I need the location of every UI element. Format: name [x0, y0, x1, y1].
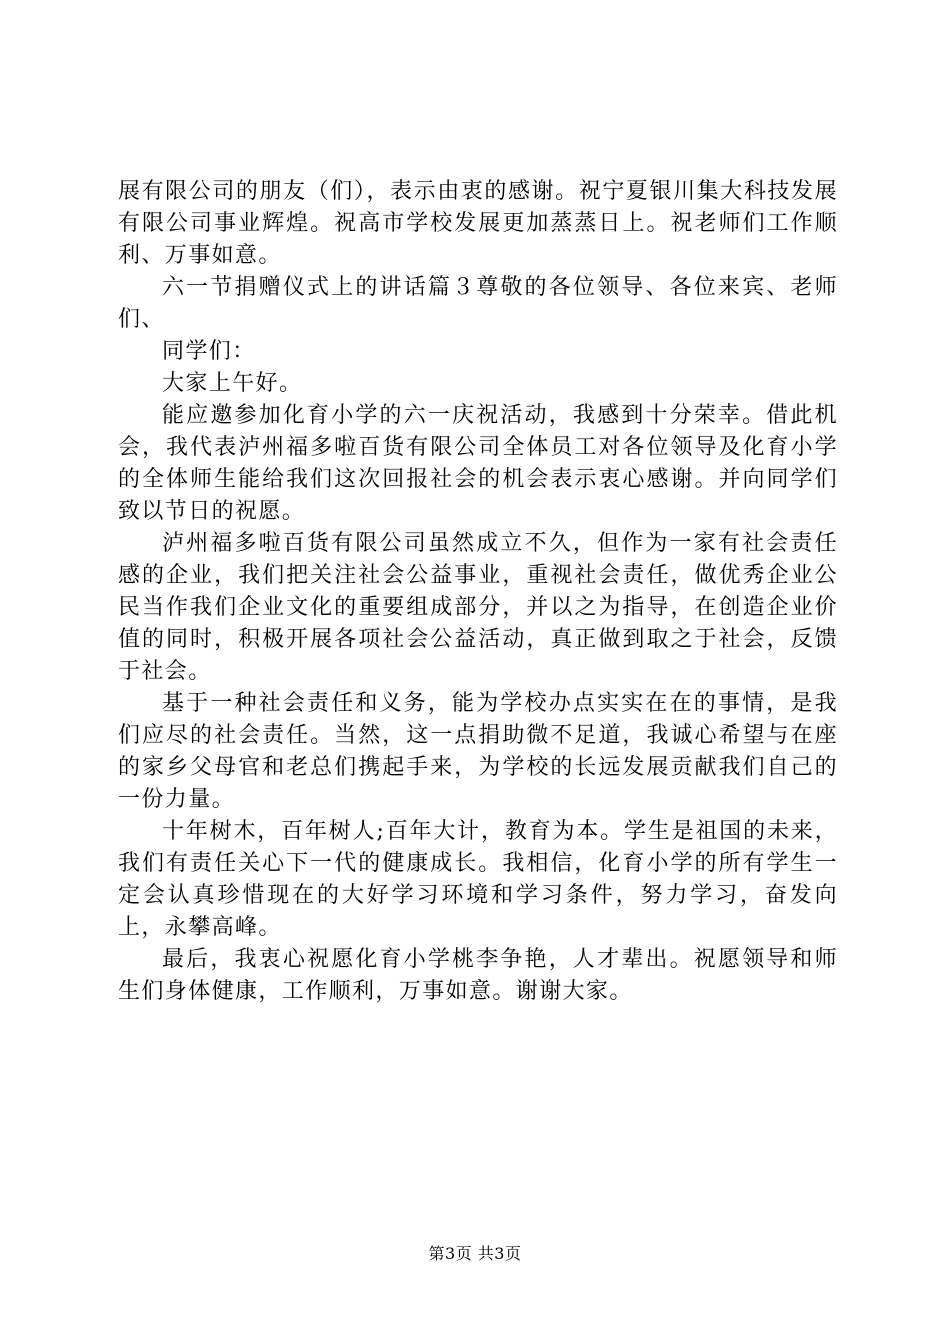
paragraph-company: 泸州福多啦百货有限公司虽然成立不久，但作为一家有社会责任感的企业，我们把关注社会公益事业，重视社会责任，做优秀企业公民当作我们企业文化的重要组成部分，并以之为指导，在创造企业价值的同时，积极开展各项社会公益活动，真正做到取之于社会，反馈于社会。	[118, 531, 838, 684]
paragraph-honored: 能应邀参加化育小学的六一庆祝活动，我感到十分荣幸。借此机会，我代表泸州福多啦百货有限公司全体员工对各位领导及化育小学的全体师生能给我们这次回报社会的机会表示衷心感谢。并向同学们致以节日的祝愿。	[118, 403, 838, 524]
paragraph-continuation: 展有限公司的朋友（们），表示由衷的感谢。祝宁夏银川集大科技发展有限公司事业辉煌。祝高市学校发展更加蒸蒸日上。祝老师们工作顺利、万事如意。	[118, 179, 838, 268]
page-number-footer: 第3页 共3页	[428, 1244, 522, 1263]
document-body	[118, 176, 838, 1008]
paragraph-closing: 最后，我衷心祝愿化育小学桃李争艳，人才辈出。祝愿领导和师生们身体健康，工作顺利，万事如意。谢谢大家。	[118, 947, 838, 1004]
paragraph-education: 十年树木，百年树人;百年大计，教育为本。学生是祖国的未来，我们有责任关心下一代的健康成长。我相信，化育小学的所有学生一定会认真珍惜现在的大好学习环境和学习条件，努力学习，奋发向上，永攀高峰。	[118, 819, 838, 940]
paragraph-greeting: 大家上午好。	[162, 371, 303, 396]
paragraph-salutation: 同学们：	[162, 339, 256, 364]
paragraph-responsibility: 基于一种社会责任和义务，能为学校办点实实在在的事情，是我们应尽的社会责任。当然，这一点捐助微不足道，我诚心希望与在座的家乡父母官和老总们携起手来，为学校的长远发展贡献我们自己的一份力量。	[118, 691, 838, 812]
paragraph-heading-line: 六一节捐赠仪式上的讲话篇３尊敬的各位领导、各位来宾、老师们、	[118, 275, 838, 332]
